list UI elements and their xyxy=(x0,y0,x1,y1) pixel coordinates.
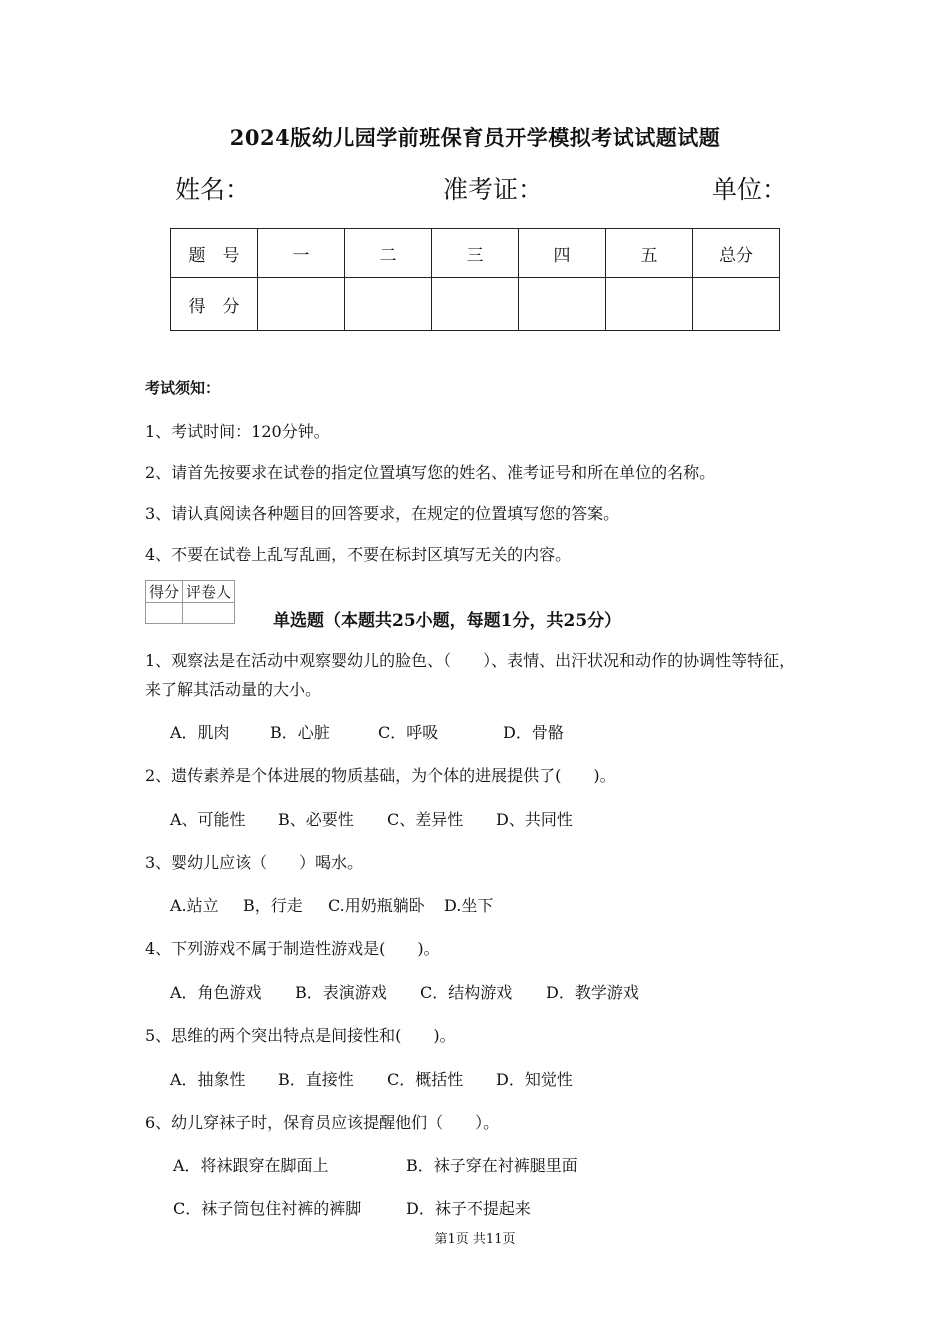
option-a[interactable]: A．将袜跟穿在脚面上 xyxy=(173,1156,329,1175)
score-cell[interactable] xyxy=(345,278,432,331)
score-table-column-header: 二 xyxy=(345,229,432,278)
option-c[interactable]: C.用奶瓶躺卧 xyxy=(328,896,425,915)
option-d[interactable]: D、共同性 xyxy=(496,810,573,829)
score-cell[interactable] xyxy=(693,278,780,331)
grader-score-cell[interactable] xyxy=(146,603,183,624)
option-a[interactable]: A.站立 xyxy=(170,896,219,915)
unit-field-label: 单位： xyxy=(712,175,788,204)
score-cell[interactable] xyxy=(606,278,693,331)
grader-score-label: 得分 xyxy=(146,581,183,603)
question-text: 1、观察法是在活动中观察婴幼儿的脸色、（ ）、表情、出汗状况和动作的协调性等特征， xyxy=(145,651,796,670)
option-d[interactable]: D．教学游戏 xyxy=(546,983,639,1002)
score-table-row-header: 题 号 xyxy=(171,229,258,278)
option-c[interactable]: C．袜子筒包住衬裤的裤脚 xyxy=(173,1199,362,1218)
score-table-score-row xyxy=(171,278,780,331)
option-d[interactable]: D．骨骼 xyxy=(503,723,564,742)
option-c[interactable]: C．呼吸 xyxy=(378,723,439,742)
option-b[interactable]: B．心脏 xyxy=(270,723,330,742)
grader-box xyxy=(145,580,235,624)
page-footer: 第1页 共11页 xyxy=(434,1232,516,1247)
question-text: 来了解其活动量的大小。 xyxy=(145,680,322,699)
option-b[interactable]: B，行走 xyxy=(243,896,303,915)
score-table-column-header: 总分 xyxy=(693,229,780,278)
score-table-row-header: 得 分 xyxy=(171,278,258,331)
score-table-header-row xyxy=(171,229,780,278)
score-cell[interactable] xyxy=(258,278,345,331)
score-cell[interactable] xyxy=(519,278,606,331)
score-table xyxy=(170,228,780,331)
option-d[interactable]: D．知觉性 xyxy=(496,1070,573,1089)
score-table-column-header: 五 xyxy=(606,229,693,278)
option-b[interactable]: B．袜子穿在衬裤腿里面 xyxy=(406,1156,578,1175)
option-a[interactable]: A．角色游戏 xyxy=(170,983,262,1002)
option-d[interactable]: D.坐下 xyxy=(444,896,494,915)
question-text: 5、思维的两个突出特点是间接性和( )。 xyxy=(145,1026,456,1045)
option-a[interactable]: A、可能性 xyxy=(170,810,246,829)
option-d[interactable]: D．袜子不提起来 xyxy=(406,1199,531,1218)
question-text: 6、幼儿穿袜子时，保育员应该提醒他们（ ）。 xyxy=(145,1113,500,1132)
question-text: 3、婴幼儿应该（ ）喝水。 xyxy=(145,853,364,872)
notice-item: 1、考试时间：120分钟。 xyxy=(145,422,330,441)
grader-name-label: 评卷人 xyxy=(183,581,235,603)
score-cell[interactable] xyxy=(432,278,519,331)
option-b[interactable]: B、必要性 xyxy=(278,810,354,829)
option-b[interactable]: B．表演游戏 xyxy=(295,983,387,1002)
page-title: 2024版幼儿园学前班保育员开学模拟考试试题试题 xyxy=(229,125,721,150)
notice-item: 4、不要在试卷上乱写乱画，不要在标封区填写无关的内容。 xyxy=(145,545,572,564)
option-a[interactable]: A．抽象性 xyxy=(170,1070,246,1089)
section-title: 单选题（本题共25小题，每题1分，共25分） xyxy=(273,611,622,631)
score-table-column-header: 三 xyxy=(432,229,519,278)
score-table-column-header: 四 xyxy=(519,229,606,278)
question-text: 2、遗传素养是个体进展的物质基础，为个体的进展提供了( )。 xyxy=(145,766,616,785)
question-text: 4、下列游戏不属于制造性游戏是( )。 xyxy=(145,939,440,958)
exam-id-field-label: 准考证： xyxy=(443,175,544,204)
option-c[interactable]: C．结构游戏 xyxy=(420,983,513,1002)
option-c[interactable]: C、差异性 xyxy=(387,810,464,829)
notice-item: 2、请首先按要求在试卷的指定位置填写您的姓名、准考证号和所在单位的名称。 xyxy=(145,463,716,482)
option-a[interactable]: A．肌肉 xyxy=(170,723,230,742)
option-c[interactable]: C．概括性 xyxy=(387,1070,464,1089)
score-table-column-header: 一 xyxy=(258,229,345,278)
grader-name-cell[interactable] xyxy=(183,603,235,624)
notice-heading: 考试须知： xyxy=(145,379,221,397)
name-field-label: 姓名： xyxy=(175,175,251,204)
option-b[interactable]: B．直接性 xyxy=(278,1070,354,1089)
notice-item: 3、请认真阅读各种题目的回答要求，在规定的位置填写您的答案。 xyxy=(145,504,620,523)
